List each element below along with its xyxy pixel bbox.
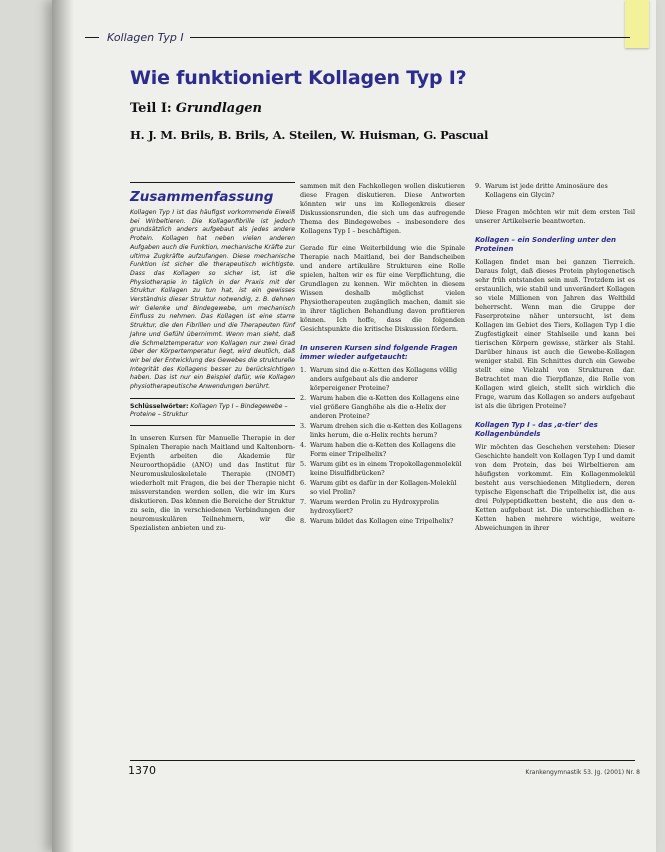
intro-paragraph: In unseren Kursen für Manuelle Therapie in der Spinalen Therapie nach Maitland und Kaltenborn-Evjenth arbeiten die Akademie für Neuroorthopädie (ANO) und das Institut für Neuromuskuloskeletale Therapie (INOMT) wiederholt mit Fragen, die bei der Therapie nicht missverstanden werden sollen, die wir im Kurs diskutieren. Das können die Bereiche der Struktur zu sein, die in verschiedenen Verbindungen der neuromuskulären Teilnehmern, wir die Spezialisten anbieten und zu- [130,433,295,532]
question-text: Warum drehen sich die α-Ketten des Kollagens links herum, die α-Helix rechts herum? [310,422,462,439]
footer-rule [130,760,635,761]
question-item [300,517,465,526]
author-list: H. J. M. Brils, B. Brils, A. Steilen, W. Huisman, G. Pascual [130,128,489,142]
body-paragraph: Wir möchten das Geschehen verstehen: Dieser Geschichte handelt von Kollagen Typ I und damit von dem Protein, das bei Wirbeltieren am häufigsten vorkommt. Ein Kollagenmolekül besteht aus verschiedenen Mitgliedern, deren typische Eigenschaft die Tripelhelix ist, die aus drei Polypeptidketten besteht, die aus den α-Ketten aufgebaut ist. Die unterschiedlichen α-Ketten haben mehrere wichtige, weitere Abweichungen in ihrer [475,443,635,532]
article-subtitle [130,101,530,116]
subtitle-part: Teil I: [130,101,172,116]
question-text: Warum ist jede dritte Aminosäure des Kollagens ein Glycin? [485,182,608,199]
section-heading: Kollagen Typ I – das ‚α-tier‘ des Kollagenbündels [475,421,598,438]
running-head-label: Kollagen Typ I [107,30,184,44]
question-list [300,366,465,526]
question-number: 9. [475,182,482,190]
question-item [300,460,465,478]
question-number: 1. [300,366,307,374]
running-head-dash [85,37,99,38]
question-text: Warum werden Prolin zu Hydroxyprolin hydroxyliert? [310,498,439,515]
abstract-text: Kollagen Typ I ist das häufigst vorkommende Eiweiß bei Wirbeltieren. Die Kollagenfibrille ist jedoch grundsätzlich anders aufgebaut als jedes andere Protein. Kollagen hat neben vielen anderen Aufgaben auch die Funktion, mechanische Kräfte zur ultima Zugkräfte aufzufangen. Diese mechanische Funktion ist sicher die therapeutisch wichtigste. Dass das Kollagen so sicher ist, ist die Physiotherapie in täglich in der Praxis mit der Struktur Kollagen zu tun hat, ist ein gewisses Verständnis dieser Struktur notwendig, z. B. dehnen wir Gelenke und Bindegewebe, um mechanisch Einfluss zu nehmen. Das Kollagen ist eine starre Struktur, die den Fibrillen und die Therapeuten fünf Jahre und Gefühl übernimmt. Wenn man sieht, daß die Schmelztemperatur von Kollagen nur zwei Grad über der Körpertemperatur liegt, wird deutlich, daß wir bei der Entwicklung des Gewebes die strukturelle Integrität des Kollagens besser zu berücksichtigen haben. Das ist nur ein Beispiel dafür, wie Kollagen physiotherapeutische Anwendungen berührt. [130,209,295,391]
question-text: Warum bildet das Kollagen eine Tripelhelix? [310,517,454,525]
question-item [300,441,465,459]
question-item [300,366,465,393]
question-item [300,422,465,440]
abstract-heading: Zusammenfassung [130,189,274,205]
question-item [475,182,635,200]
question-item [300,498,465,516]
question-item [300,394,465,421]
column-3 [475,182,635,533]
keywords [130,398,295,426]
keywords-label: Schlüsselwörter: [130,402,189,410]
binding-shadow [52,0,74,852]
section-heading: Kollagen – ein Sonderling unter den Proteinen [475,236,617,253]
keywords-text: Kollagen Typ I – Bindegewebe – Proteine – Struktur [130,402,288,419]
question-text: Warum sind die α-Ketten des Kollagens völlig anders aufgebaut als die anderer körpereigener Proteine? [310,366,458,392]
question-number: 8. [300,517,307,525]
question-list-continued [475,182,635,200]
question-number: 4. [300,441,307,449]
question-number: 3. [300,422,307,430]
journal-reference: Krankengymnastik 53. Jg. (2001) Nr. 8 [525,769,640,776]
article-title: Wie funktioniert Kollagen Typ I? [130,67,467,89]
running-head [85,30,630,44]
question-item [300,479,465,497]
page-number: 1370 [128,764,156,777]
question-number: 2. [300,394,307,402]
abstract [130,182,295,392]
questions-heading: In unseren Kursen sind folgende Fragen immer wieder aufgetaucht: [300,344,458,361]
question-number: 5. [300,460,307,468]
column-1 [130,182,295,533]
question-text: Warum gibt es dafür in der Kollagen-Molekül so viel Prolin? [310,479,457,496]
question-text: Warum haben die α-Ketten des Kollagens eine viel größere Ganghöhe als die α-Helix der anderen Proteine? [310,394,460,420]
question-text: Warum gibt es in einem Tropokollagenmolekül keine Disulfidbrücken? [310,460,462,477]
running-head-rule [190,37,630,38]
body-paragraph: Kollagen findet man bei ganzen Tierreich. Daraus folgt, daß dieses Protein phylogenetisch sehr früh entstanden sein muß. Trotzdem ist es erstaunlich, wie stabil und unverändert Kollagen so viele Millionen von Jahren das Weltbild beherrscht. Wenn man die Gruppe der Faserproteine näher untersucht, ist dem Kollagen im Gebiet des Tiers, Kollagen Typ I die Zugfestigkeit einer Stahlseile und kann bei tierischen Körpern gewisse, stärker als Stahl. Darüber hinaus ist auch die Gewebe-Kollagen weniger stabil. Ein Schnittes durch ein Gewebe stellt eine Vielzahl von Strukturen dar. Betrachtet man die Tierpflanze, die Rolle von Kollagen wird gleich, stellt sich wirklich die Frage, warum das Kollagen so anders aufgebaut ist als die übrigen Proteine? [475,258,635,410]
subtitle-text: Grundlagen [175,101,263,116]
question-number: 6. [300,479,307,487]
question-text: Warum haben die α-Ketten des Kollagens die Form einer Tripelhelix? [310,441,456,458]
question-number: 7. [300,498,307,506]
column-2 [300,182,465,527]
body-paragraph: Diese Fragen möchten wir mit dem ersten Teil unserer Artikelserie beantworten. [475,208,635,225]
body-paragraph: Gerade für eine Weiterbildung wie die Spinale Therapie nach Maitland, bei der Bandscheiben und andere artikuläre Strukturen eine Rolle spielen, halten wir es für eine Verpflichtung, die Grundlagen zu kennen. Wir möchten in diesem Wissen deshalb möglichst vielen Physiotherapeuten zugänglich machen, damit sie in ihrer täglichen Behandlung davon profitieren können. Ich hoffe, dass die folgenden Gesichtspunkte die kritische Diskussion fördern. [300,244,465,333]
body-paragraph: sammen mit den Fachkollegen wollen diskutieren diese Fragen diskutieren. Diese Antworten könnten wir uns im Kollegenkreis dieser Diskussionsrunden, die sich um das aufregende Thema des Bindegewebes – insbesondere des Kollagens Typ I – beschäftigen. [300,182,465,235]
